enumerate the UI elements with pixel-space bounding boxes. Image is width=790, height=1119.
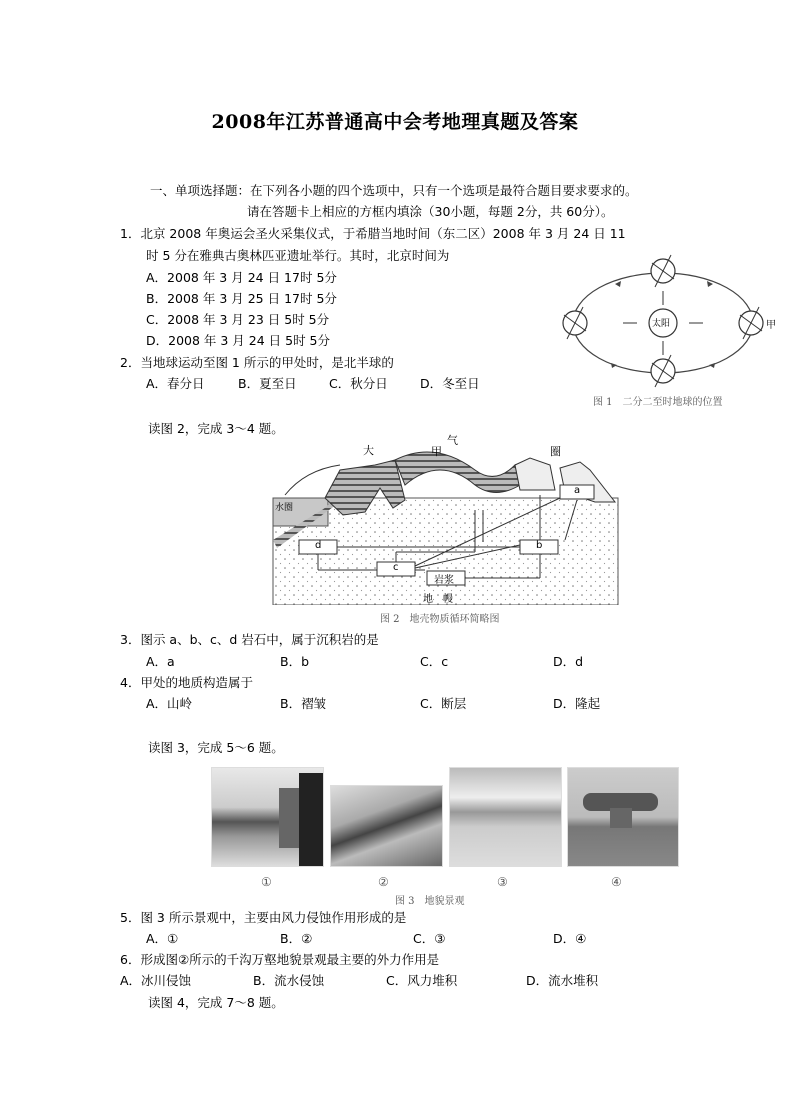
question-1-option-a: A．2008 年 3 月 24 日 17时 5分 [146, 270, 337, 285]
landscape-photo-4 [567, 767, 679, 867]
page-title: 2008年江苏普通高中会考地理真题及答案 [211, 111, 579, 133]
landscape-photo-2 [330, 785, 443, 867]
question-2-option-d: D．冬至日 [420, 376, 480, 391]
question-2-option-c: C．秋分日 [329, 376, 388, 391]
sun-label: 太阳 [652, 319, 671, 329]
jia-label: 甲 [431, 445, 442, 458]
rock-box-c: c [393, 562, 399, 573]
landscape-label-2: ② [378, 875, 389, 889]
question-1-stem-line2: 时 5 分在雅典古奥林匹亚遗址举行。其时，北京时间为 [146, 248, 450, 263]
reading-prompt-figure-4: 读图 4，完成 7～8 题。 [148, 995, 284, 1010]
landscape-photo-1 [211, 767, 324, 867]
atmosphere-label-qi: 气 [447, 434, 458, 447]
question-2-stem: 2．当地球运动至图 1 所示的甲处时，是北半球的 [120, 355, 394, 370]
question-4-option-b: B．褶皱 [280, 696, 327, 711]
question-6-stem: 6．形成图②所示的千沟万壑地貌景观最主要的外力作用是 [120, 952, 440, 967]
landscape-label-3: ③ [497, 875, 508, 889]
question-5-option-b: B．② [280, 931, 313, 946]
water-label: 水圈 [275, 503, 294, 513]
question-1-option-d: D．2008 年 3 月 24 日 5时 5分 [146, 333, 331, 348]
reading-prompt-figure-3: 读图 3，完成 5～6 题。 [148, 740, 284, 755]
section-instruction-line1: 一、单项选择题：在下列各小题的四个选项中，只有一个选项是最符合题目要求要求的。 [150, 183, 638, 198]
question-1-option-b: B．2008 年 3 月 25 日 17时 5分 [146, 291, 337, 306]
question-6-option-d: D．流水堆积 [526, 973, 599, 988]
reading-prompt-figure-2: 读图 2，完成 3～4 题。 [148, 421, 284, 436]
figure-2-caption: 图 2 地壳物质循环简略图 [380, 614, 500, 625]
position-jia-label: 甲 [766, 320, 776, 331]
landscape-label-4: ④ [611, 875, 622, 889]
question-4-option-d: D．隆起 [553, 696, 601, 711]
question-6-option-a: A．冰川侵蚀 [120, 973, 192, 988]
atmosphere-label-da: 大 [363, 444, 374, 457]
question-3-option-b: B．b [280, 654, 310, 669]
landscape-photo-3 [449, 767, 562, 867]
question-1-option-c: C．2008 年 3 月 23 日 5时 5分 [146, 312, 330, 327]
magma-label: 岩浆 [434, 575, 454, 586]
question-1-stem-line1: 1．北京 2008 年奥运会圣火采集仪式，于希腊当地时间（东二区）2008 年 3 月 24 日 11 [120, 226, 626, 241]
question-5-stem: 5．图 3 所示景观中，主要由风力侵蚀作用形成的是 [120, 910, 407, 925]
question-4-option-c: C．断层 [420, 696, 467, 711]
rock-box-a: a [574, 485, 581, 496]
question-2-option-b: B．夏至日 [238, 376, 297, 391]
landscape-label-1: ① [261, 875, 272, 889]
question-6-option-c: C．风力堆积 [386, 973, 458, 988]
question-3-option-d: D．d [553, 654, 584, 669]
figure-1-earth-orbit [555, 243, 785, 413]
question-5-option-a: A．① [146, 931, 179, 946]
question-3-option-a: A．a [146, 654, 175, 669]
question-4-stem: 4．甲处的地质构造属于 [120, 675, 253, 690]
question-2-option-a: A．春分日 [146, 376, 205, 391]
rock-box-d: d [315, 540, 322, 551]
mantle-label: 地 幔 [423, 594, 453, 605]
rock-box-b: b [536, 540, 543, 551]
figure-3-caption: 图 3 地貌景观 [395, 896, 465, 907]
atmosphere-label-quan: 圈 [550, 445, 561, 458]
figure-2-rock-cycle [265, 434, 620, 625]
section-instruction-line2: 请在答题卡上相应的方框内填涂（30小题，每题 2分，共 60分）。 [247, 204, 614, 219]
question-5-option-d: D．④ [553, 931, 587, 946]
question-3-option-c: C．c [420, 654, 449, 669]
question-6-option-b: B．流水侵蚀 [253, 973, 325, 988]
figure-1-caption: 图 1 二分二至时地球的位置 [593, 397, 723, 408]
question-4-option-a: A．山岭 [146, 696, 193, 711]
question-3-stem: 3．图示 a、b、c、d 岩石中，属于沉积岩的是 [120, 632, 379, 647]
question-5-option-c: C．③ [413, 931, 446, 946]
